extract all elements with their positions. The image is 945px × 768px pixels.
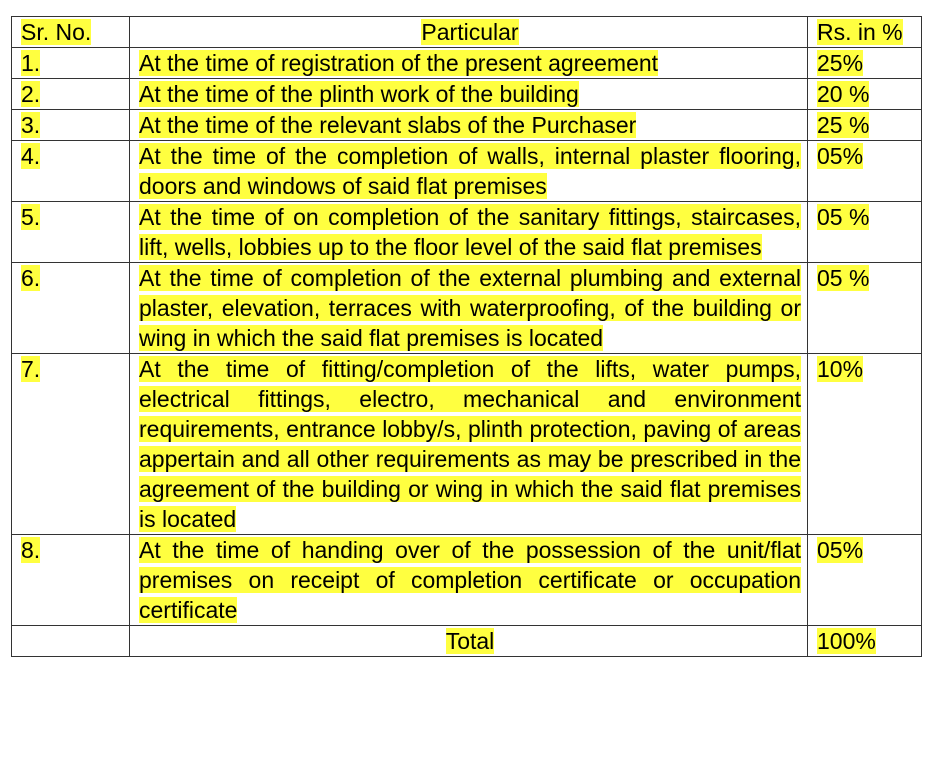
row-percent: 25%	[808, 48, 922, 79]
row-particular: At the time of the plinth work of the building	[130, 79, 808, 110]
row-sr-no: 2.	[12, 79, 130, 110]
total-empty-cell	[12, 626, 130, 657]
table-row	[12, 79, 922, 110]
row-sr-no: 5.	[12, 202, 130, 263]
row-sr-no: 7.	[12, 354, 130, 535]
row-particular: At the time of registration of the present agreement	[130, 48, 808, 79]
table-row	[12, 263, 922, 354]
row-particular: At the time of handing over of the possession of the unit/flat premises on receipt of completion certificate or occupation certificate	[130, 535, 808, 626]
total-label-cell: Total	[130, 626, 808, 657]
row-particular: At the time of the completion of walls, internal plaster flooring, doors and windows of said flat premises	[130, 141, 808, 202]
header-row	[12, 17, 922, 48]
table-row	[12, 354, 922, 535]
row-percent: 10%	[808, 354, 922, 535]
row-sr-no: 1.	[12, 48, 130, 79]
header-rate: Rs. in %	[808, 17, 922, 48]
header-sr-no: Sr. No.	[12, 17, 130, 48]
table-row	[12, 141, 922, 202]
total-value-cell: 100%	[808, 626, 922, 657]
payment-schedule-table	[11, 16, 922, 657]
header-particular: Particular	[130, 17, 808, 48]
row-particular: At the time of the relevant slabs of the Purchaser	[130, 110, 808, 141]
row-sr-no: 4.	[12, 141, 130, 202]
row-percent: 25 %	[808, 110, 922, 141]
row-sr-no: 6.	[12, 263, 130, 354]
table-row	[12, 110, 922, 141]
row-particular: At the time of fitting/completion of the lifts, water pumps, electrical fittings, electro, mechanical and environment requirements, entrance lobby/s, plinth protection, paving of areas appertain and all other requirements as may be prescribed in the agreement of the building or wing in which the said flat premises is located	[130, 354, 808, 535]
table-row	[12, 48, 922, 79]
row-percent: 05%	[808, 535, 922, 626]
table-row	[12, 535, 922, 626]
table-row	[12, 202, 922, 263]
row-percent: 20 %	[808, 79, 922, 110]
row-particular: At the time of completion of the external plumbing and external plaster, elevation, terraces with waterproofing, of the building or wing in which the said flat premises is located	[130, 263, 808, 354]
row-sr-no: 3.	[12, 110, 130, 141]
row-percent: 05%	[808, 141, 922, 202]
row-sr-no: 8.	[12, 535, 130, 626]
row-particular: At the time of on completion of the sanitary fittings, staircases, lift, wells, lobbies up to the floor level of the said flat premises	[130, 202, 808, 263]
row-percent: 05 %	[808, 202, 922, 263]
total-row	[12, 626, 922, 657]
row-percent: 05 %	[808, 263, 922, 354]
